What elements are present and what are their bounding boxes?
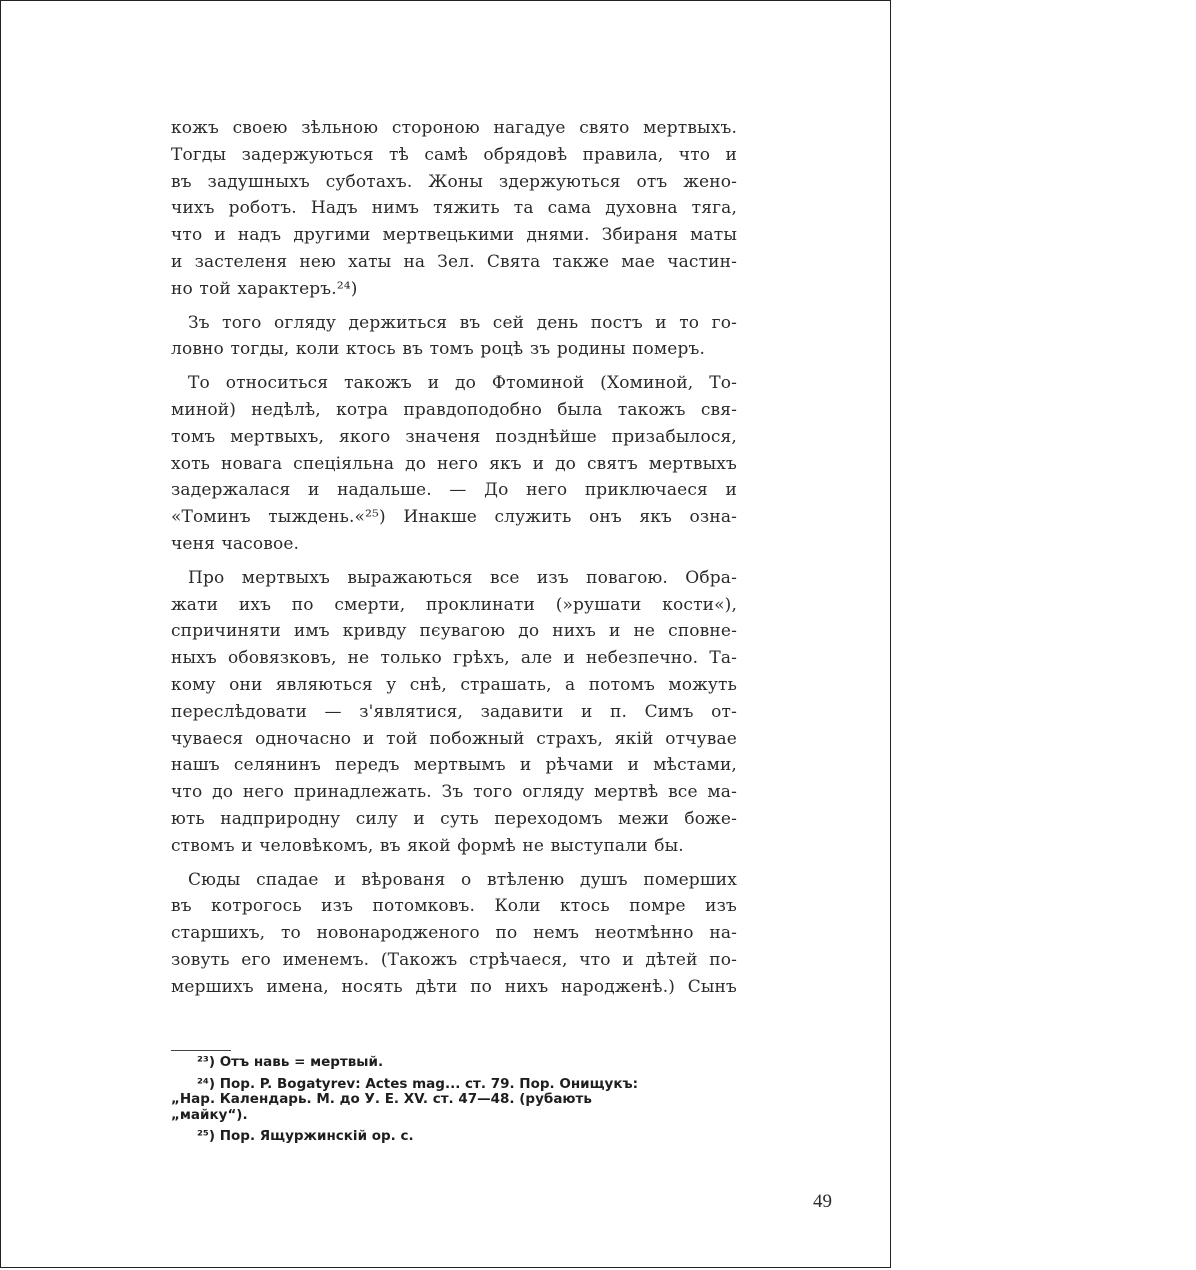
footnote-mark: ²⁵) <box>197 1128 215 1144</box>
paragraph <box>171 115 737 303</box>
text-line: ныхъ обовязковъ, не только грѣхъ, але и небезпечно. Та- <box>171 648 737 669</box>
text-line: кому они являються у снѣ, страшать, а потомъ можуть <box>171 674 737 695</box>
text-line: Сюды спадае и вѣрованя о втѣленю душъ померших <box>188 869 737 890</box>
text-line: переслѣдовати — з'являтися, задавити и п. Симъ от- <box>171 701 737 722</box>
text-line: зовуть его именемъ. (Такожъ стрѣчаеся, что и дѣтей по- <box>171 949 737 970</box>
text-line: нашъ селянинъ передъ мертвымъ и рѣчами и мѣстами, <box>171 755 737 776</box>
footnote-line: „Нар. Календарь. М. до У. Е. XV. ст. 47—48. (рубають <box>171 1091 592 1107</box>
text-line: старшихъ, то новонародженого по немъ неотмѣнно на- <box>171 923 737 944</box>
text-line: въ котрогось изъ потомковъ. Коли ктось помре изъ <box>171 896 737 917</box>
text-line: чихъ роботъ. Надъ нимъ тяжить та сама духовна тяга, <box>171 198 737 219</box>
footnote-mark: ²⁴) <box>197 1075 215 1092</box>
paragraph <box>171 370 737 558</box>
text-line: ствомъ и человѣкомъ, въ якой формѣ не выступали бы. <box>171 835 684 856</box>
text-line: ють надприродну силу и суть переходомъ межи боже- <box>171 808 737 829</box>
page-number: 49 <box>813 1191 832 1212</box>
text-line: То относиться такожъ и до Фтоминой (Хоминой, То- <box>188 373 737 394</box>
text-line: Тогды задержуються тѣ самѣ обрядовѣ правила, что и <box>171 144 737 165</box>
paragraph <box>171 310 737 364</box>
text-line: Про мертвыхъ выражаються все изъ повагою. Обра- <box>188 567 737 588</box>
footnote-text: Отъ навь = мертвый. <box>219 1054 384 1070</box>
footnote-text: Пор. P. Bogatyrev: Actes mag... ст. 79. Пор. Онищукъ: <box>219 1075 639 1092</box>
footnote-line: „майку“). <box>171 1106 248 1123</box>
text-line: ловно тогды, коли ктось въ томъ роцѣ зъ родины померъ. <box>171 339 706 360</box>
footnote <box>197 1055 742 1071</box>
footnote-text: Пор. Ящуржинскій ор. с. <box>219 1128 414 1144</box>
text-line: жати ихъ по смерти, проклинати (»рушати кости«), <box>171 594 737 615</box>
text-line: томъ мертвыхъ, якого значеня позднѣйше призабылося, <box>171 426 737 447</box>
text-line: миной) недѣлѣ, котра правдоподобно была такожъ свя- <box>171 399 737 420</box>
text-line: что и надъ другими мертвецькими днями. Збираня маты <box>171 225 737 246</box>
text-line: и застеленя нею хаты на Зел. Свята также мае частин- <box>171 251 737 272</box>
footnote <box>171 1075 742 1124</box>
paragraph <box>171 867 737 1001</box>
footnote <box>197 1129 742 1145</box>
text-line: «Томинъ тыждень.«²⁵) Инакше служить онъ якъ озна- <box>171 507 737 528</box>
text-line: кожъ своею зѣльною стороною нагадуе свято мертвыхъ. <box>171 118 737 138</box>
main-text <box>171 115 737 1008</box>
text-line: въ задушныхъ суботахъ. Жоны здержуються отъ жено- <box>171 171 737 192</box>
text-line: что до него принадлежать. Зъ того огляду мертвѣ все ма- <box>171 782 737 803</box>
text-line: Зъ того огляду держиться въ сей день постъ и то го- <box>188 312 737 333</box>
footnotes <box>171 1054 742 1151</box>
text-line: задержалася и надальше. — До него приключаеся и <box>171 480 737 501</box>
footnote-divider <box>171 1050 231 1051</box>
text-line: чуваеся одночасно и той побожный страхъ, якій отчувае <box>171 728 737 749</box>
footnote-line <box>197 1129 742 1145</box>
footnote-line <box>197 1077 742 1093</box>
footnote-mark: ²³) <box>197 1054 215 1070</box>
text-line: ченя часовое. <box>171 533 300 554</box>
text-line: спричиняти имъ кривду пєувагою до нихъ и не сповне- <box>171 621 737 642</box>
paragraph <box>171 565 737 860</box>
footnote-line <box>197 1055 742 1071</box>
text-line: хоть новага спеціяльна до него якъ и до святъ мертвыхъ <box>171 453 737 474</box>
text-line: но той характеръ.²⁴) <box>171 278 358 299</box>
text-line: мершихъ имена, носять дѣти по нихъ народженѣ.) Сынъ <box>171 976 737 997</box>
